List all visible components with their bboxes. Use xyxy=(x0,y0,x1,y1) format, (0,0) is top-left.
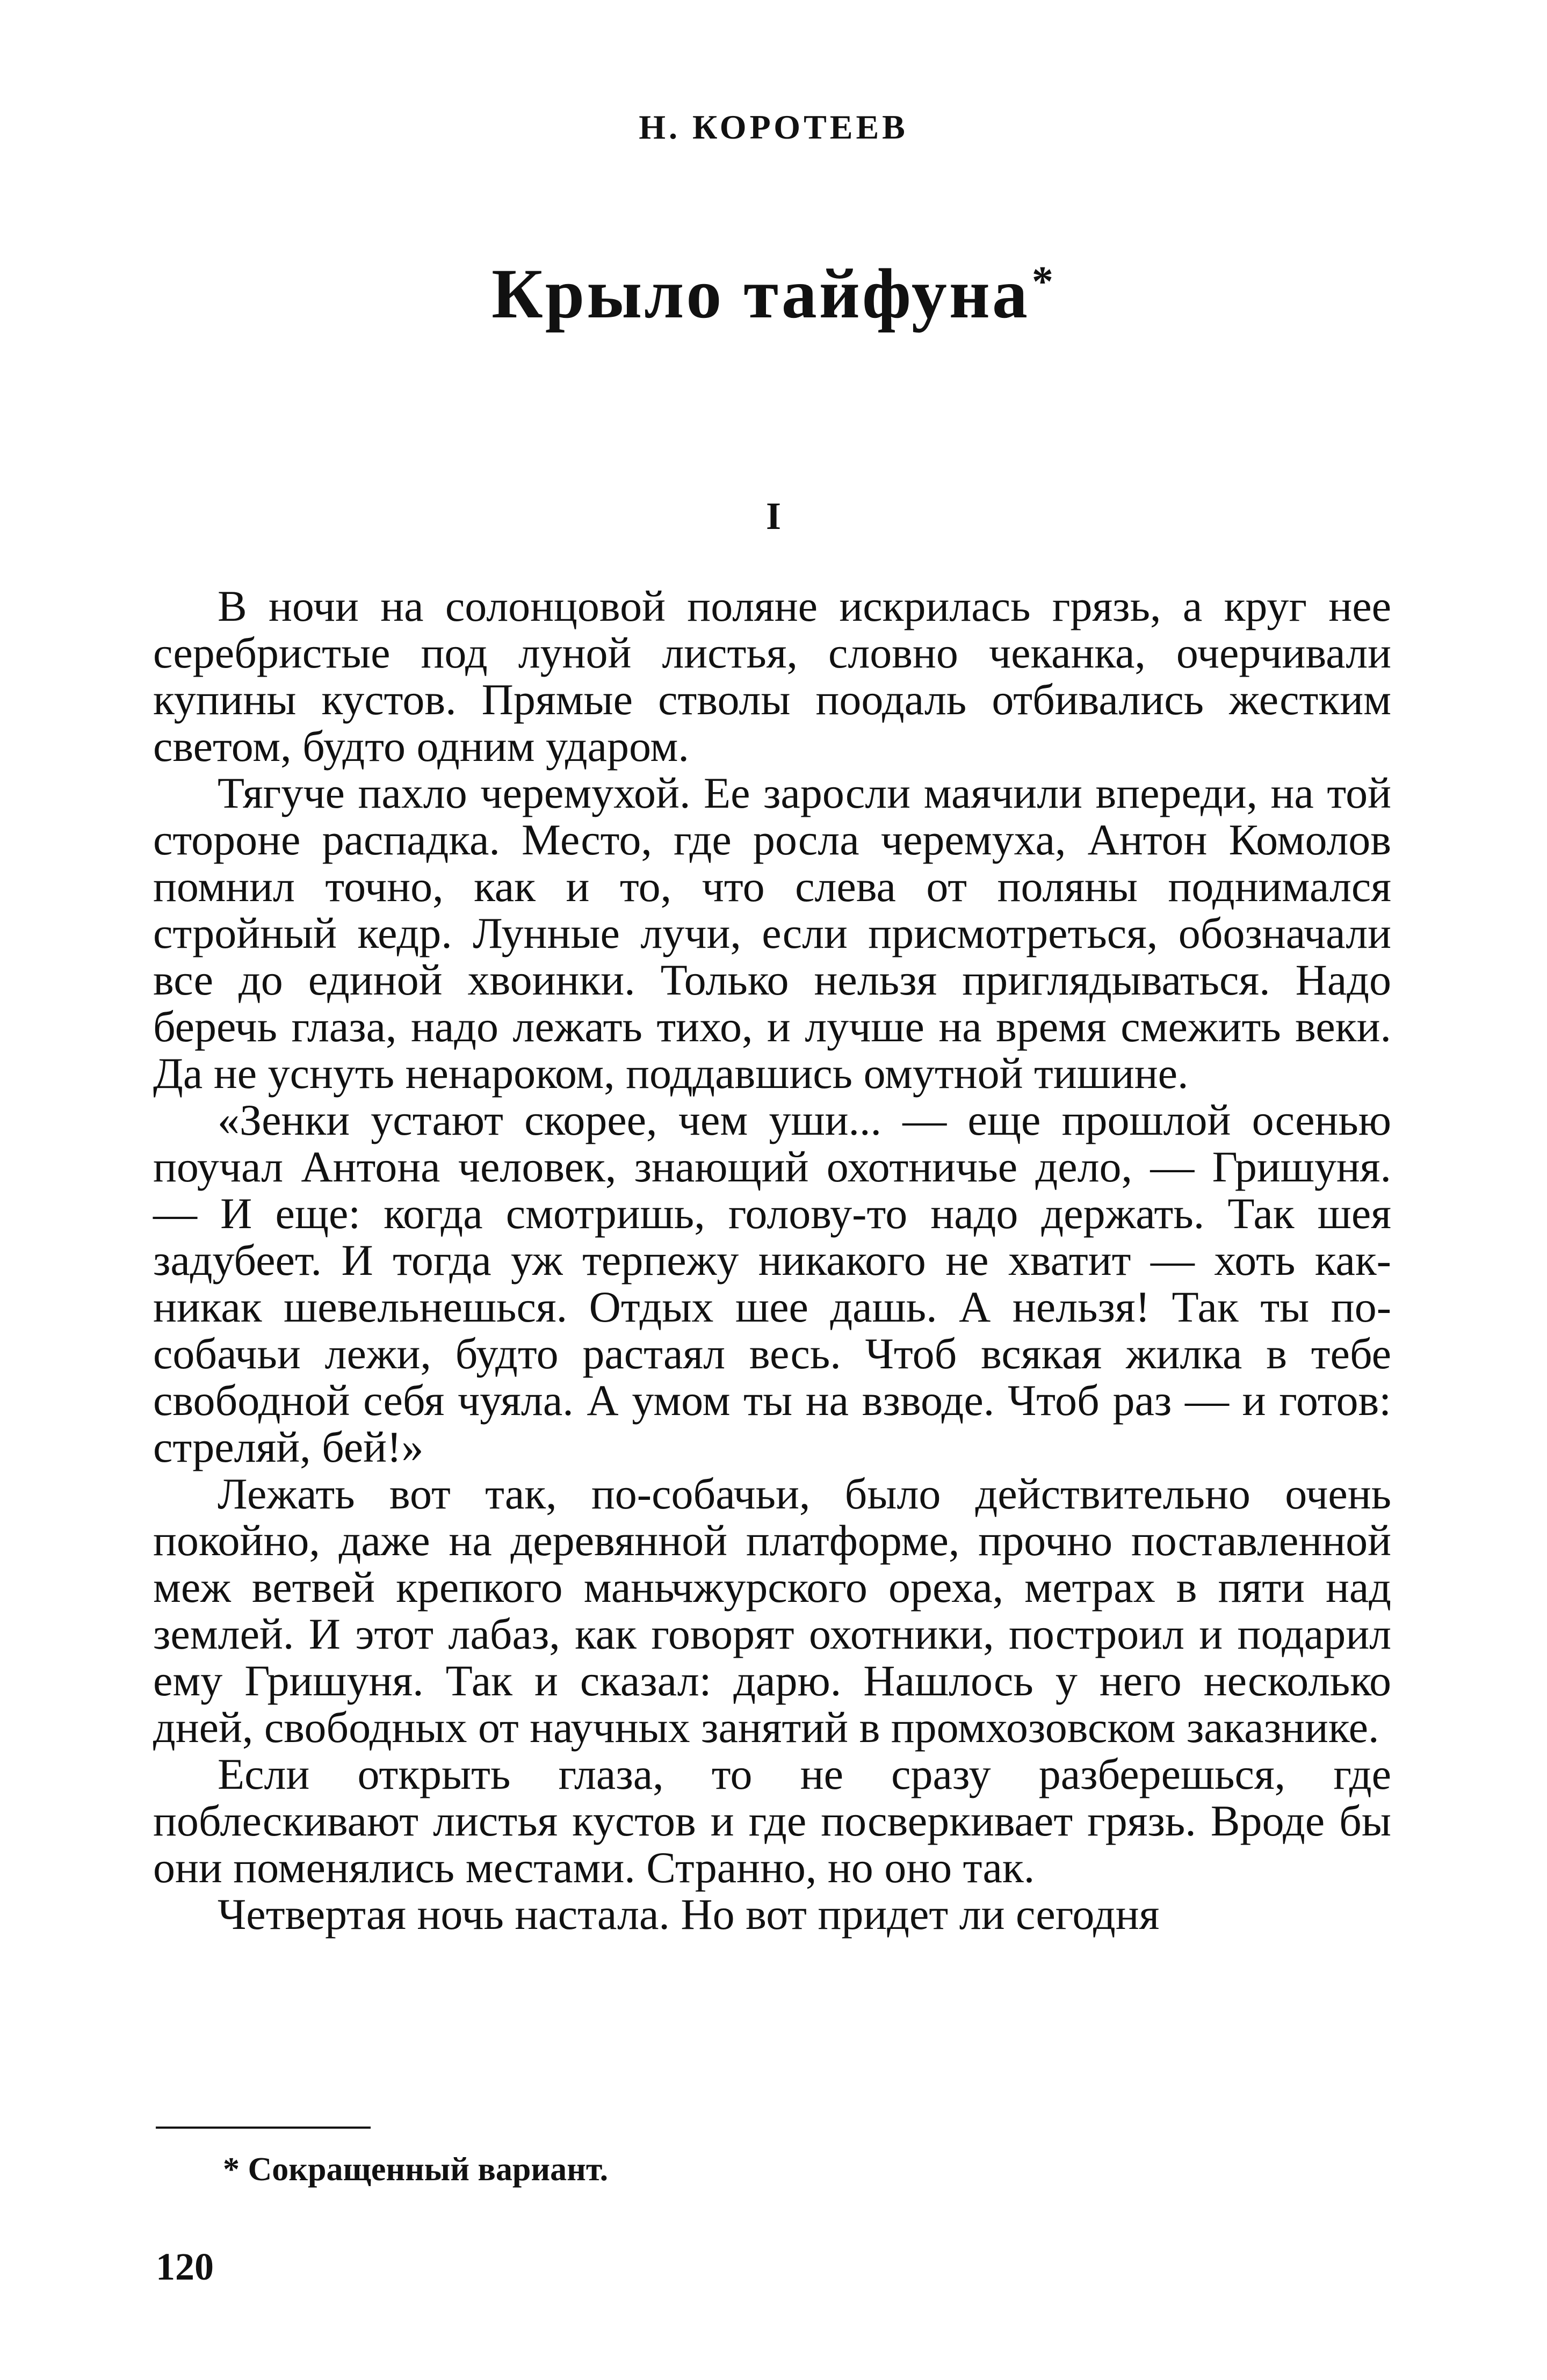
story-title xyxy=(0,252,1547,335)
paragraph: Тягуче пахло черемухой. Ее заросли маячили впереди, на той стороне распадка. Место, где росла черемуха, Антон Комолов помнил точно, как и то, что слева от поляны поднимался стройный кедр. Лунные лучи, если присмотреться, обозначали все до единой хвоинки. Только нельзя приглядываться. Надо беречь глаза, надо лежать тихо, и лучше на время смежить веки. Да не уснуть ненароком, поддавшись омутной тишине. xyxy=(153,768,1391,1098)
footnote: * Сокращенный вариант. xyxy=(223,2151,609,2188)
footnote-divider xyxy=(156,2127,371,2129)
paragraph: «Зенки устают скорее, чем уши... — еще прошлой осенью поучал Антона человек, знающий охотничье дело, — Гришуня. — И еще: когда смотришь, голову-то надо держать. Так шея задубеет. И тогда уж терпежу никакого не хватит — хоть как-никак шевельнешься. Отдых шее дашь. А нельзя! Так ты по-собачьи лежи, будто растаял весь. Чтоб всякая жилка в тебе свободной себя чуяла. А умом ты на взводе. Чтоб раз — и готов: стреляй, бей!» xyxy=(153,1095,1391,1471)
paragraph: Четвертая ночь настала. Но вот придет ли сегодня xyxy=(218,1890,1160,1939)
paragraph: Лежать вот так, по-собачьи, было действительно очень покойно, даже на деревянной платформе, прочно поставленной меж ветвей крепкого маньчжурского ореха, метрах в пяти над землей. И этот лабаз, как говорят охотники, построил и подарил ему Гришуня. Так и сказал: дарю. Нашлось у него несколько дней, свободных от научных занятий в промхозовском заказнике. xyxy=(153,1469,1391,1752)
story-title-text: Крыло тайфуна xyxy=(491,254,1030,333)
chapter-number: I xyxy=(765,495,782,538)
footnote-marker: * xyxy=(1031,258,1056,306)
paragraph: В ночи на солонцовой поляне искрилась грязь, а круг нее серебристые под луной листья, словно чеканка, очерчивали купины кустов. Прямые стволы поодаль отбивались жестким светом, будто одним ударом. xyxy=(153,582,1391,771)
page-number: 120 xyxy=(156,2245,214,2288)
paragraph: Если открыть глаза, то не сразу разберешься, где поблескивают листья кустов и где посверкивает грязь. Вроде бы они поменялись местами. Странно, но оно так. xyxy=(153,1750,1391,1892)
body-text xyxy=(153,583,1391,1938)
author-name: Н. КОРОТЕЕВ xyxy=(639,108,908,146)
